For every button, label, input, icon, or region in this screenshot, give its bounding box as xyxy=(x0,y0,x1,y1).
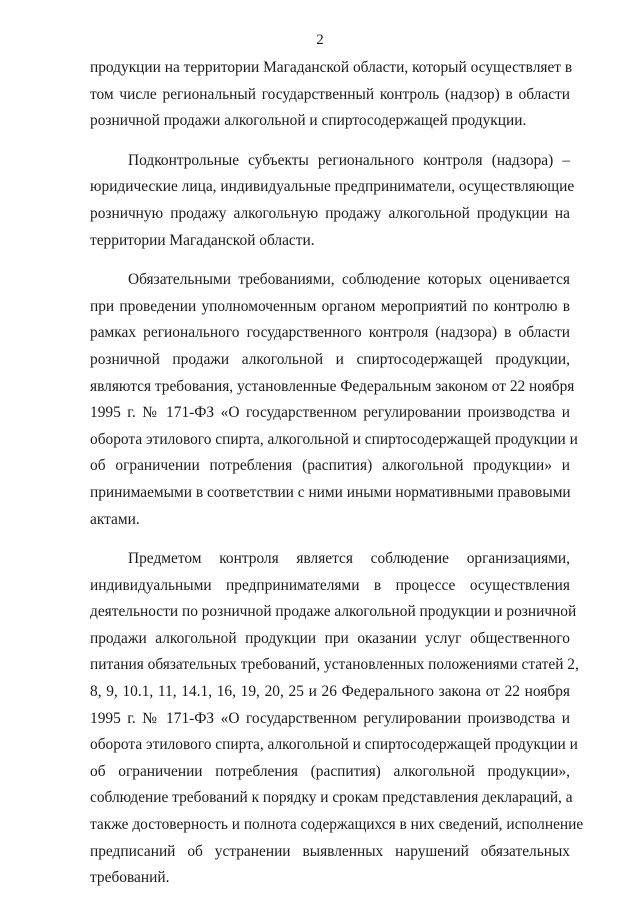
text-line: продукции на территории Магаданской области, который осуществляет в xyxy=(90,59,573,76)
text-line: рамках регионального государственного контроля (надзора) в области xyxy=(90,324,570,342)
text-line: розничной продажи алкогольной и спиртосодержащей продукции. xyxy=(90,112,527,130)
text-line: деятельности по розничной продаже алкогольной продукции и розничной xyxy=(90,603,577,621)
text-line: оборота этилового спирта, алкогольной и спиртосодержащей продукции и xyxy=(90,430,578,448)
text-line: об ограничении потребления (распития) алкогольной продукции», xyxy=(90,762,570,780)
text-line: 8, 9, 10.1, 11, 14.1, 16, 19, 20, 25 и 26 Федерального закона от 22 ноября xyxy=(90,683,570,701)
text-line: розничную продажу алкогольную продажу алкогольной продукции на xyxy=(90,204,570,222)
text-line: территории Магаданской области. xyxy=(90,231,315,249)
text-line: розничной продажи алкогольной и спиртосодержащей продукции, xyxy=(90,350,570,368)
text-line: том числе региональный государственный контроль (надзор) в области xyxy=(90,85,570,103)
text-line: Подконтрольные субъекты регионального контроля (надзора) – xyxy=(128,151,570,169)
text-line: 1995 г. № 171-ФЗ «О государственном регулировании производства и xyxy=(90,404,570,422)
text-line: оборота этилового спирта, алкогольной и спиртосодержащей продукции и xyxy=(90,736,578,754)
text-line: юридические лица, индивидуальные предприниматели, осуществляющие xyxy=(90,178,575,196)
text-line: при проведении уполномоченным органом мероприятий по контролю в xyxy=(90,297,570,315)
text-line: также достоверность и полнота содержащихся в них сведений, исполнение xyxy=(90,816,584,834)
text-line: продажи алкогольной продукции при оказании услуг общественного xyxy=(90,629,570,647)
text-line: предписаний об устранении выявленных нарушений обязательных xyxy=(90,842,570,860)
paragraph xyxy=(90,267,578,533)
text-line: актами. xyxy=(90,510,140,528)
document-body xyxy=(90,55,584,892)
text-line: являются требования, установленные Федеральным законом от 22 ноября xyxy=(90,377,575,395)
page-number: 2 xyxy=(316,32,324,48)
text-line: Обязательными требованиями, соблюдение которых оценивается xyxy=(128,271,570,289)
text-line: соблюдение требований к порядку и срокам представления деклараций, а xyxy=(90,789,573,807)
text-line: 1995 г. № 171-ФЗ «О государственном регулировании производства и xyxy=(90,709,570,727)
text-line: принимаемыми в соответствии с ними иными нормативными правовыми xyxy=(90,483,571,501)
text-line: индивидуальными предпринимателями в процессе осуществления xyxy=(90,576,570,594)
text-line: Предметом контроля является соблюдение организациями, xyxy=(128,550,570,568)
text-line: требований. xyxy=(90,869,170,887)
text-line: питания обязательных требований, установленных положениями статей 2, xyxy=(90,656,579,674)
paragraph xyxy=(90,148,575,254)
paragraph xyxy=(90,55,573,135)
text-line: об ограничении потребления (распития) алкогольной продукции» и xyxy=(90,457,570,475)
paragraph xyxy=(90,546,584,892)
